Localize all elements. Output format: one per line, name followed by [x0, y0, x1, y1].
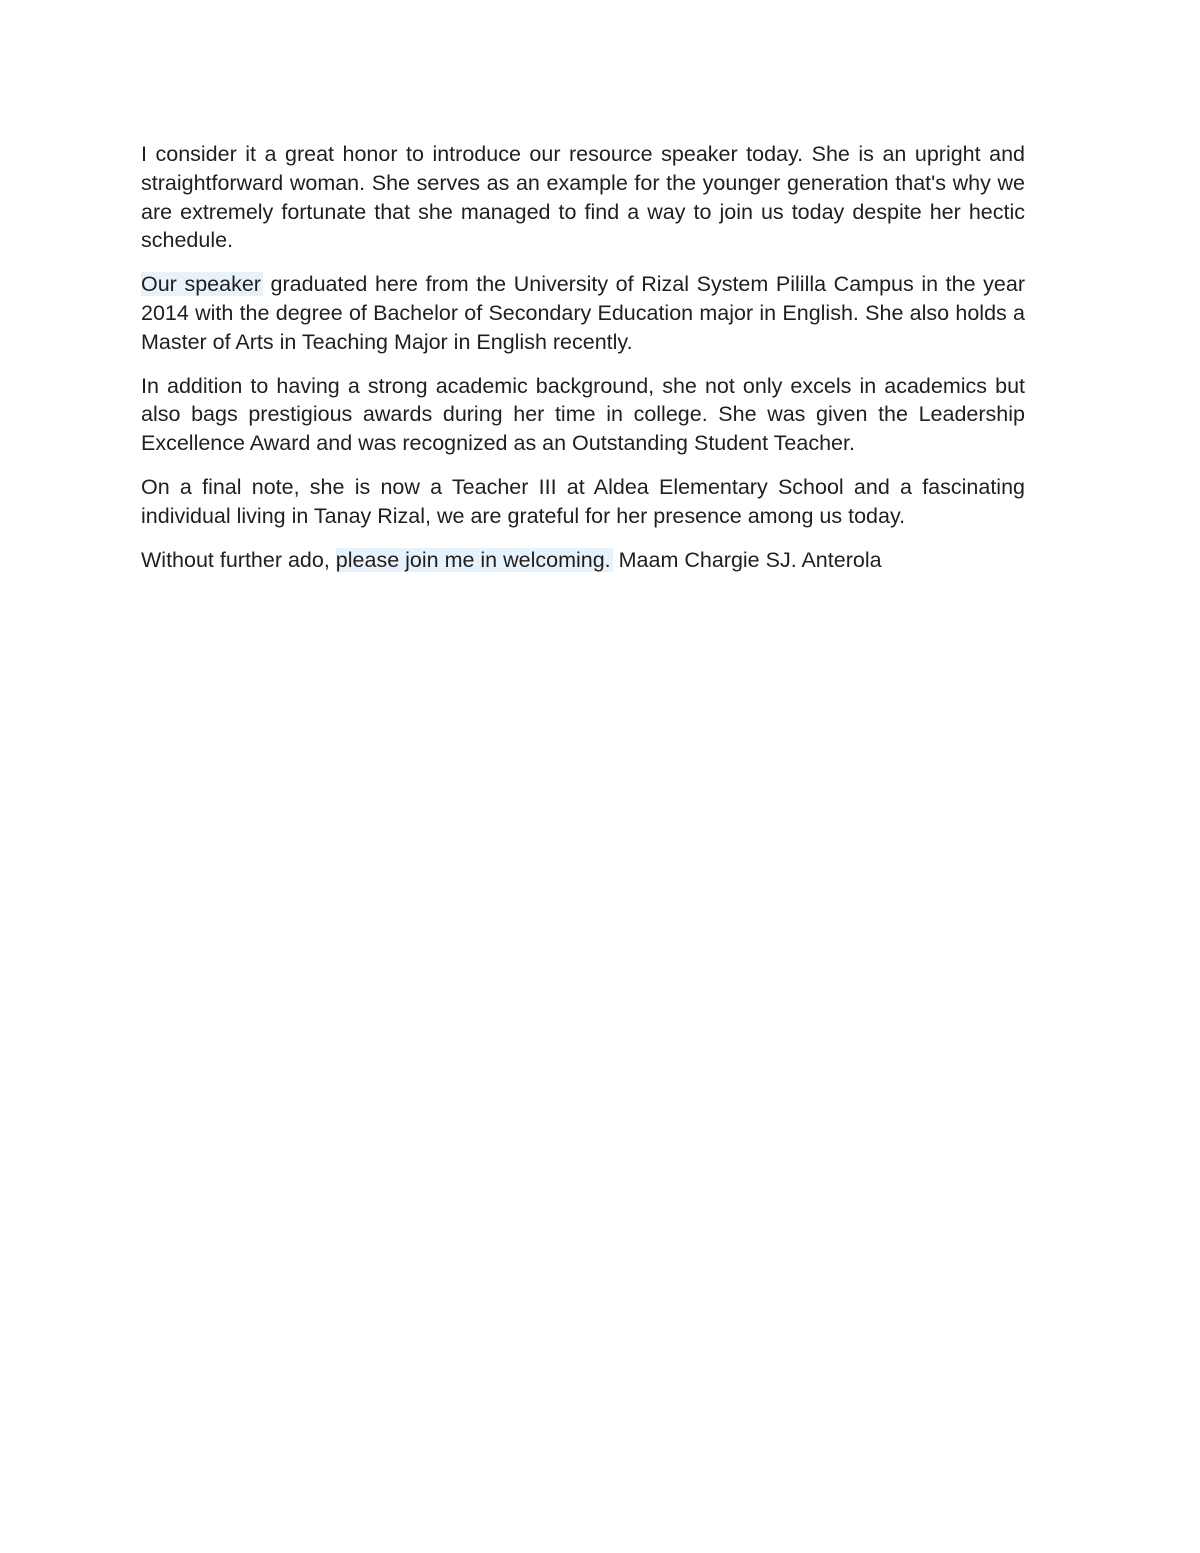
- highlighted-text: Our speaker: [141, 272, 261, 297]
- paragraph-text: In addition to having a strong academic background, she not only excels in academics but also bags prestigious awards during her time in college. She was given the Leadership Excellence Award and was recognized as an Outstanding Student Teacher.: [141, 373, 1025, 456]
- paragraph-introduction: [141, 140, 1025, 255]
- paragraph-education: [141, 270, 1025, 356]
- paragraph-welcome: [141, 546, 1025, 575]
- paragraph-text-before: Without further ado,: [141, 547, 336, 572]
- paragraph-text: graduated here from the University of Rizal System Pililla Campus in the year 2014 with the degree of Bachelor of Secondary Education major in English. She also holds a Master of Arts in Teaching Major in English recently.: [141, 272, 1025, 354]
- paragraph-text: On a final note, she is now a Teacher III at Aldea Elementary School and a fascinating individual living in Tanay Rizal, we are grateful for her presence among us today.: [141, 474, 1025, 528]
- paragraph-achievements: [141, 372, 1025, 458]
- paragraph-text: I consider it a great honor to introduce our resource speaker today. She is an upright and straightforward woman. She serves as an example for the younger generation that's why we are extremely fortunate that she managed to find a way to join us today despite her hectic schedule.: [141, 142, 1025, 253]
- highlighted-text: please join me in welcoming.: [335, 547, 611, 572]
- speaker-name: Maam Chargie SJ. Anterola: [612, 547, 882, 572]
- document-body: [141, 140, 1025, 589]
- paragraph-current-role: [141, 473, 1025, 531]
